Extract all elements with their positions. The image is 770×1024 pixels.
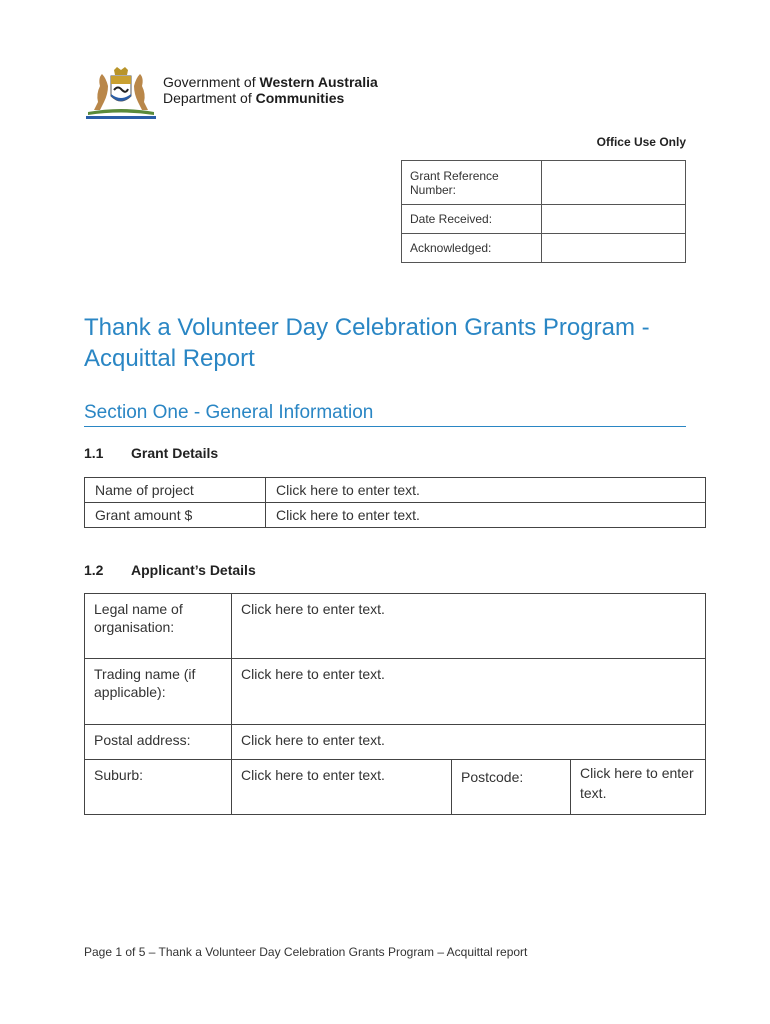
date-received-label: Date Received: [402, 205, 542, 234]
postal-address-field[interactable]: Click here to enter text. [232, 725, 706, 760]
subsection-number: 1.1 [84, 445, 104, 461]
wa-government-crest-logo [84, 66, 158, 120]
grant-reference-label: Grant Reference Number: [402, 161, 542, 205]
project-name-field[interactable]: Click here to enter text. [266, 478, 706, 503]
table-row [402, 205, 686, 234]
grant-amount-label: Grant amount $ [85, 503, 266, 528]
subsection-heading: Grant Details [131, 445, 219, 461]
legal-name-label: Legal name of organisation: [85, 594, 232, 659]
postcode-label: Postcode: [452, 760, 571, 815]
applicant-details-table [84, 593, 706, 815]
suburb-field[interactable]: Click here to enter text. [232, 760, 452, 815]
section-divider [84, 426, 686, 427]
table-row [85, 725, 706, 760]
table-row [85, 760, 706, 815]
subsection-number: 1.2 [84, 562, 104, 578]
trading-name-field[interactable]: Click here to enter text. [232, 659, 706, 725]
grant-details-table [84, 477, 706, 528]
suburb-label: Suburb: [85, 760, 232, 815]
table-row [85, 503, 706, 528]
grant-reference-field[interactable] [542, 161, 686, 205]
government-name: Government of Western Australia [163, 74, 378, 90]
grant-amount-field[interactable]: Click here to enter text. [266, 503, 706, 528]
office-use-table [401, 160, 686, 263]
table-row [402, 161, 686, 205]
subsection-heading: Applicant’s Details [131, 562, 256, 578]
table-row [402, 234, 686, 263]
project-name-label: Name of project [85, 478, 266, 503]
postal-address-label: Postal address: [85, 725, 232, 760]
table-row [85, 478, 706, 503]
document-title: Thank a Volunteer Day Celebration Grants Program - Acquittal Report [84, 314, 650, 372]
date-received-field[interactable] [542, 205, 686, 234]
table-row [85, 594, 706, 659]
page-footer: Page 1 of 5 – Thank a Volunteer Day Celebration Grants Program – Acquittal report [84, 945, 528, 959]
trading-name-label: Trading name (if applicable): [85, 659, 232, 725]
table-row [85, 659, 706, 725]
postcode-field[interactable]: Click here to enter text. [571, 760, 706, 815]
legal-name-field[interactable]: Click here to enter text. [232, 594, 706, 659]
acknowledged-field[interactable] [542, 234, 686, 263]
acknowledged-label: Acknowledged: [402, 234, 542, 263]
office-use-heading: Office Use Only [596, 135, 686, 149]
department-name: Department of Communities [163, 90, 345, 106]
section-title: Section One - General Information [84, 402, 374, 423]
